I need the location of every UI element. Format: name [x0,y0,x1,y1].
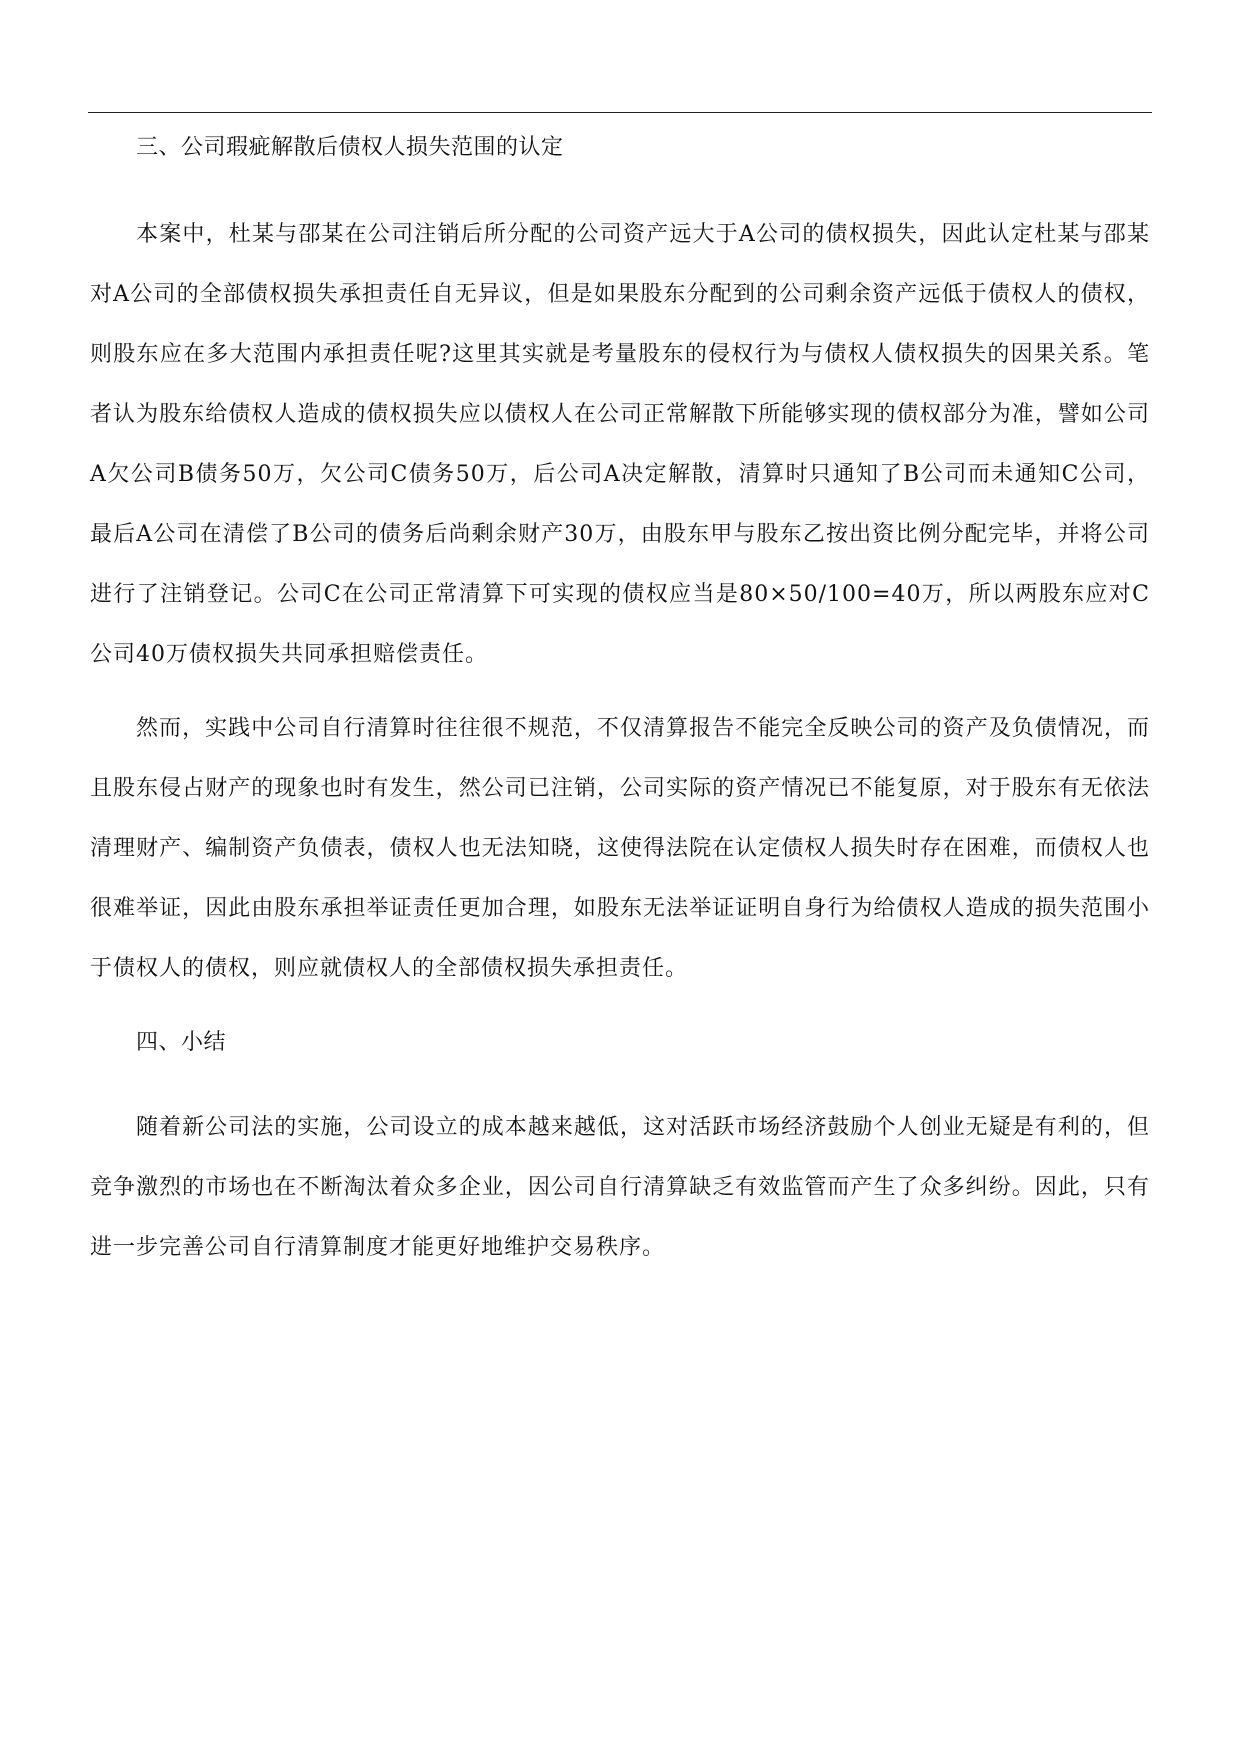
document-body [90,128,1150,1278]
section-heading-4: 四、小结 [136,1030,227,1055]
paragraph-loss-scope: 本案中，杜某与邵某在公司注销后所分配的公司资产远大于A公司的债权损失，因此认定杜某与邵某对A公司的全部债权损失承担责任自无异议，但是如果股东分配到的公司剩余资产远低于债权人的债权，则股东应在多大范围内承担责任呢?这里其实就是考量股东的侵权行为与债权人债权损失的因果关系。笔者认为股东给债权人造成的债权损失应以债权人在公司正常解散下所能够实现的债权部分为准，譬如公司A欠公司B债务50万，欠公司C债务50万，后公司A决定解散，清算时只通知了B公司而未通知C公司，最后A公司在清偿了B公司的债务后尚剩余财产30万，由股东甲与股东乙按出资比例分配完毕，并将公司进行了注销登记。公司C在公司正常清算下可实现的债权应当是80×50/100=40万，所以两股东应对C公司40万债权损失共同承担赔偿责任。 [90,222,1150,667]
section-heading-3: 三、公司瑕疵解散后债权人损失范围的认定 [136,135,564,160]
paragraph-burden-of-proof: 然而，实践中公司自行清算时往往很不规范，不仅清算报告不能完全反映公司的资产及负债情况，而且股东侵占财产的现象也时有发生，然公司已注销，公司实际的资产情况已不能复原，对于股东有无依法清理财产、编制资产负债表，债权人也无法知晓，这使得法院在认定债权人损失时存在困难，而债权人也很难举证，因此由股东承担举证责任更加合理，如股东无法举证证明自身行为给债权人造成的损失范围小于债权人的债权，则应就债权人的全部债权损失承担责任。 [90,716,1150,981]
header-rule [88,112,1152,113]
paragraph-summary: 随着新公司法的实施，公司设立的成本越来越低，这对活跃市场经济鼓励个人创业无疑是有利的，但竞争激烈的市场也在不断淘汰着众多企业，因公司自行清算缺乏有效监管而产生了众多纠纷。因此，只有进一步完善公司自行清算制度才能更好地维护交易秩序。 [90,1115,1150,1260]
